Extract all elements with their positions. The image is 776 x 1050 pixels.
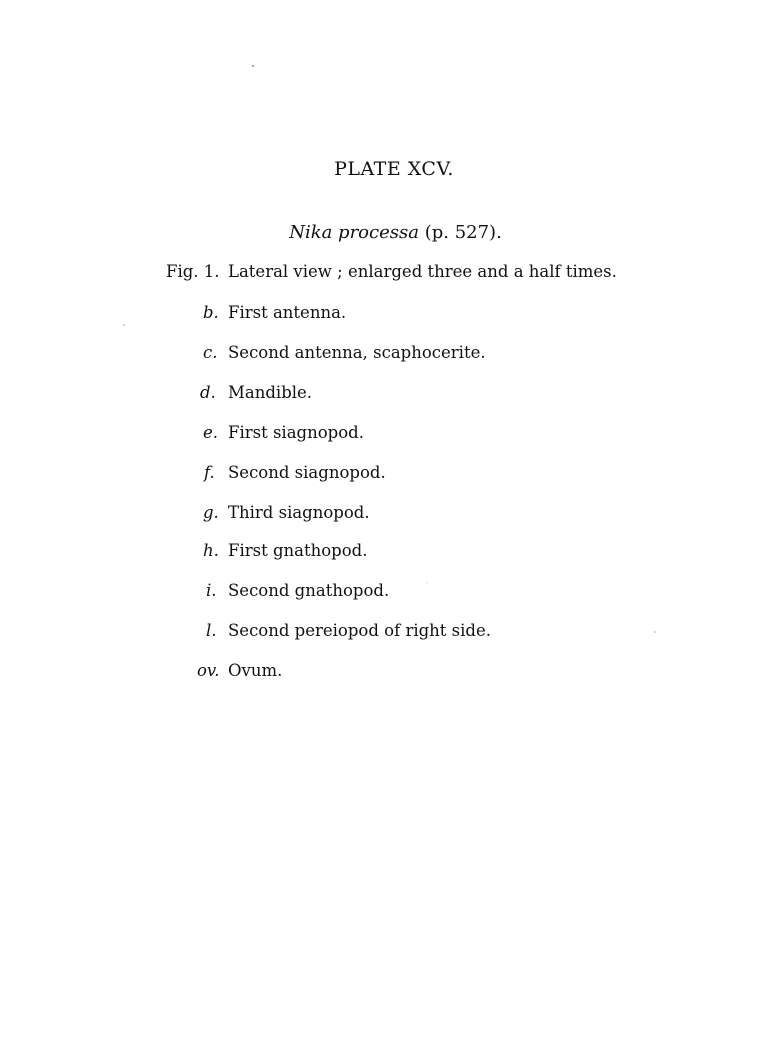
speck: [426, 582, 427, 583]
figure-label: d.: [200, 383, 216, 402]
speck: [123, 324, 125, 326]
page-reference: (p. 527).: [424, 222, 502, 243]
figure-label: b.: [203, 303, 219, 322]
plate-title: PLATE XCV.: [334, 158, 454, 180]
figure-description: Mandible.: [228, 383, 313, 402]
figure-description: Second pereiopod of right side.: [228, 621, 492, 640]
figure-description: First antenna.: [228, 303, 347, 322]
figure-description: Third siagnopod.: [228, 503, 370, 522]
species-name: Nika processa: [289, 222, 419, 243]
figure-description: Second siagnopod.: [228, 463, 386, 482]
figure-label: h.: [203, 541, 219, 560]
figure-label: i.: [206, 581, 217, 600]
speck: [252, 65, 254, 67]
figure-description: Second gnathopod.: [228, 581, 390, 600]
figure-description: First gnathopod.: [228, 541, 368, 560]
species-heading: [0, 222, 776, 243]
figure-label: g.: [203, 503, 219, 522]
figure-description: Ovum.: [228, 661, 283, 680]
figure-label: c.: [203, 343, 218, 362]
figure-label: ov.: [197, 661, 220, 680]
figure-description: First siagnopod.: [228, 423, 364, 442]
figure-label: Fig. 1.: [166, 262, 220, 281]
figure-label: f.: [204, 463, 215, 482]
figure-description: Lateral view ; enlarged three and a half times.: [228, 262, 617, 281]
figure-label: e.: [203, 423, 219, 442]
figure-description: Second antenna, scaphocerite.: [228, 343, 486, 362]
figure-label: l.: [206, 621, 217, 640]
speck: [654, 631, 656, 633]
